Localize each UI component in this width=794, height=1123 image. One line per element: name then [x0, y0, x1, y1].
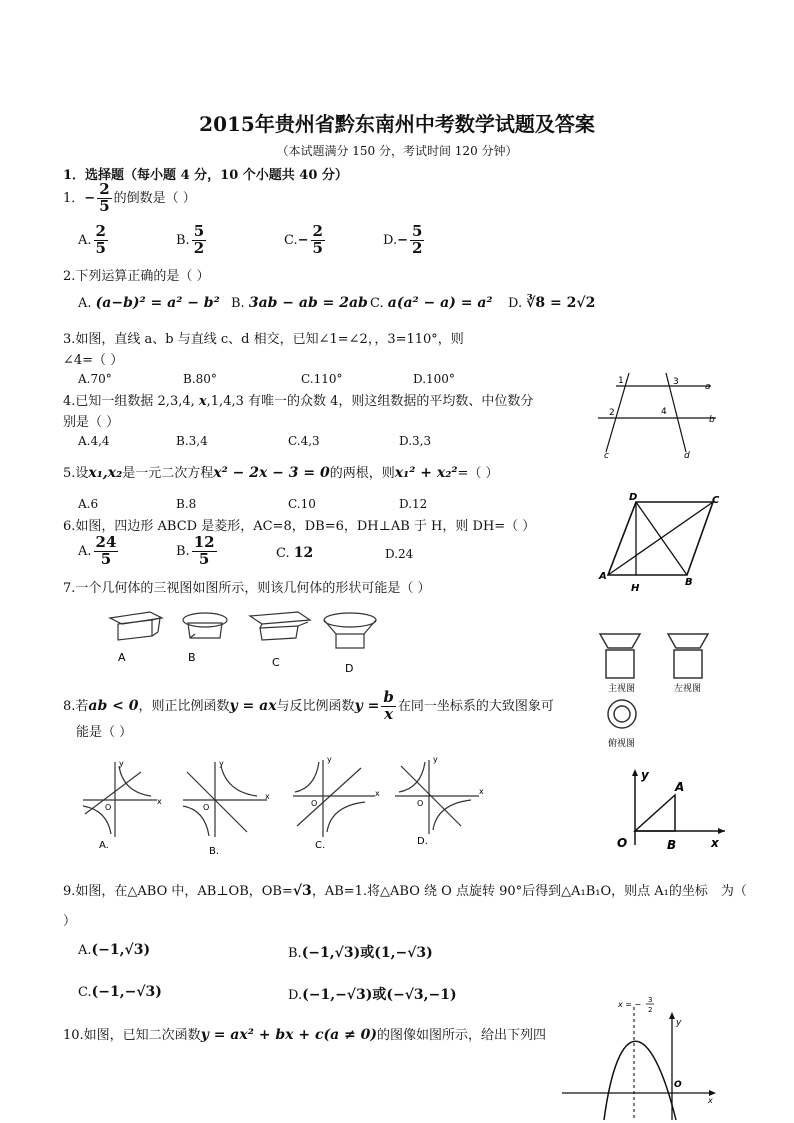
q8-graphs [75, 752, 495, 857]
q8-b-o: O [203, 803, 210, 812]
q5-option-d: D.12 [399, 497, 428, 511]
q2-option-c: C. a(a² − a) = a² [370, 295, 493, 311]
q9-figure [605, 765, 730, 855]
q8-a-x: x [157, 797, 162, 806]
q4-option-a: A.4,4 [78, 434, 110, 448]
question-4-line1: 4.已知一组数据 2,3,4, x,1,4,3 有唯一的众数 4，则这组数据的平均数、中位数分 [63, 394, 534, 409]
q1-fraction: $\frac{2}{5}$ [99, 180, 110, 215]
top-view [608, 700, 636, 728]
top-view-label: 俯视图 [608, 739, 636, 749]
q5-option-b: B.8 [176, 497, 197, 511]
q3-option-b: B.80° [183, 372, 217, 386]
q8-a-o: O [105, 803, 112, 812]
question-7: 7.一个几何体的三视图如图所示，则该几何体的形状可能是（ ） [63, 581, 431, 596]
q8-c-x: x [375, 789, 380, 798]
exam-subtitle: （本试题满分 150 分，考试时间 120 分钟） [276, 144, 518, 158]
q10-fig-xeq: x = − [618, 1000, 642, 1009]
q5-option-a: A.6 [78, 497, 99, 511]
q3-option-d: D.100° [413, 372, 455, 386]
q4-option-c: C.4,3 [288, 434, 320, 448]
q7-solid-d [324, 613, 376, 648]
q8-graph-b [183, 762, 267, 837]
section-heading: 1．选择题（每小题 4 分，10 个小题共 40 分） [63, 168, 348, 183]
q5-option-c: C.10 [288, 497, 316, 511]
q9-option-b: B.(−1,√3)或(1,−√3) [288, 945, 433, 961]
left-view [668, 634, 708, 678]
q8-c-o: O [311, 799, 318, 808]
q1-text: 的倒数是（ ） [113, 190, 196, 206]
q2-option-d: D. ∛8 = 2√2 [508, 295, 596, 311]
q7-views-figure [594, 630, 724, 752]
q3-option-a: A.70° [78, 372, 112, 386]
q3-fig-label-3: 3 [673, 377, 679, 387]
q1-option-b: B. $\frac{5}{2}$ [176, 222, 205, 257]
q8-graph-c [293, 760, 375, 837]
q10-fig-o: O [674, 1080, 682, 1090]
q8-label-a: A. [99, 840, 109, 851]
q6-figure [596, 490, 731, 595]
page-title: 2015年贵州省黔东南州中考数学试题及答案 [199, 112, 595, 136]
question-3-line2: ∠4=（ ） [63, 353, 124, 368]
q1-number: 1． [63, 190, 85, 206]
question-1 [63, 182, 196, 215]
q3-fig-label-b: b [709, 415, 715, 425]
q1-sign: − [84, 190, 96, 206]
question-5: 5.设x₁,x₂是一元二次方程x² − 2x − 3 = 0的两根，则x₁² + x₂²=（ ） [63, 465, 499, 481]
q3-fig-label-1: 1 [618, 376, 624, 386]
q3-option-c: C.110° [301, 372, 343, 386]
question-4-line2: 别是（ ） [63, 415, 120, 430]
q6-option-c: C. 12 [276, 545, 314, 561]
question-2: 2.下列运算正确的是（ ） [63, 269, 210, 284]
question-9-line2: ） [63, 914, 77, 929]
q8-graph-d [395, 760, 479, 834]
q8-label-d: D. [417, 836, 428, 847]
q8-label-c: C. [315, 840, 326, 851]
question-10: 10.如图，已知二次函数y = ax² + bx + c(a ≠ 0)的图像如图所示，给出下列四 [63, 1027, 547, 1043]
q8-a-y: y [119, 759, 124, 768]
q3-fig-label-d: d [684, 451, 690, 461]
q7-solid-c [250, 612, 310, 640]
question-3-line1: 3.如图，直线 a、b 与直线 c、d 相交，已知∠1=∠2，，3=110°，则 [63, 332, 464, 347]
q10-fig-n: 3 [648, 996, 653, 1004]
q2-option-b: B. 3ab − ab = 2ab [231, 295, 368, 311]
q3-fig-label-4: 4 [661, 407, 667, 417]
q7-solid-b [183, 613, 227, 638]
question-8-line2: 能是（ ） [76, 725, 133, 740]
q7-label-d: D [345, 662, 354, 675]
q10-fig-d: 2 [648, 1006, 653, 1014]
q3-figure [596, 368, 726, 461]
q8-d-y: y [433, 755, 438, 764]
q8-label-b: B. [209, 846, 220, 857]
q1-option-d: D.− $\frac{5}{2}$ [383, 222, 423, 257]
q9-fig-b: B [667, 838, 677, 852]
q8-d-x: x [479, 787, 484, 796]
question-9-line1: 9.如图，在△ABO 中，AB⊥OB，OB=√3，AB=1.将△ABO 绕 O 点旋转 90°后得到△A₁B₁O，则点 A₁的坐标 为（ [63, 883, 747, 899]
q10-figure [562, 995, 722, 1120]
q9-option-a: A.(−1,√3) [78, 942, 151, 958]
question-8-line1: 8.若ab < 0，则正比例函数y = ax与反比例函数y = $\frac{b}{x}$ 在同一坐标系的大致图象可 [63, 688, 554, 723]
q8-graph-a [83, 762, 157, 837]
q4-option-d: D.3,3 [399, 434, 432, 448]
question-6: 6.如图，四边形 ABCD 是菱形，AC=8，DB=6，DH⊥AB 于 H，则 DH=（ ） [63, 519, 536, 534]
q7-label-b: B [188, 651, 196, 664]
q10-fig-x: x [708, 1096, 713, 1105]
front-view-label: 主视图 [608, 684, 636, 694]
q1-option-c: C.− $\frac{2}{5}$ [284, 222, 323, 257]
q7-label-a: A [118, 651, 126, 664]
q9-fig-x: x [711, 836, 719, 850]
q7-label-c: C [272, 656, 280, 669]
q8-b-x: x [265, 792, 270, 801]
q3-fig-label-c: c [604, 451, 609, 461]
q6-option-a: A. $\frac{24}{5}$ [78, 533, 117, 568]
q6-option-d: D.24 [385, 547, 414, 561]
q6-fig-label-b: B [685, 577, 693, 588]
q1-option-a: A. $\frac{2}{5}$ [78, 222, 106, 257]
q8-b-y: y [219, 759, 224, 768]
q9-fig-o: O [617, 836, 628, 850]
q6-fig-label-d: D [629, 492, 638, 503]
q8-c-y: y [327, 755, 332, 764]
q6-option-b: B. $\frac{12}{5}$ [176, 533, 215, 568]
q7-options-figure [100, 606, 390, 676]
q3-fig-label-2: 2 [609, 408, 615, 418]
q4-option-b: B.3,4 [176, 434, 208, 448]
front-view [600, 634, 640, 678]
q9-option-d: D.(−1,−√3)或(−√3,−1) [288, 987, 457, 1003]
q10-fig-y: y [676, 1018, 682, 1028]
q6-fig-label-c: C [712, 495, 720, 506]
q9-fig-y: y [641, 768, 649, 782]
q8-d-o: O [417, 799, 424, 808]
q9-option-c: C.(−1,−√3) [78, 984, 162, 1000]
q6-fig-label-a: A [599, 571, 607, 582]
q7-solid-a [110, 612, 162, 640]
q3-fig-label-a: a [705, 382, 711, 392]
q6-fig-label-h: H [631, 583, 640, 594]
q9-fig-a: A [675, 780, 685, 794]
q2-option-a: A. (a−b)² = a² − b² [78, 295, 220, 311]
left-view-label: 左视图 [674, 684, 702, 694]
